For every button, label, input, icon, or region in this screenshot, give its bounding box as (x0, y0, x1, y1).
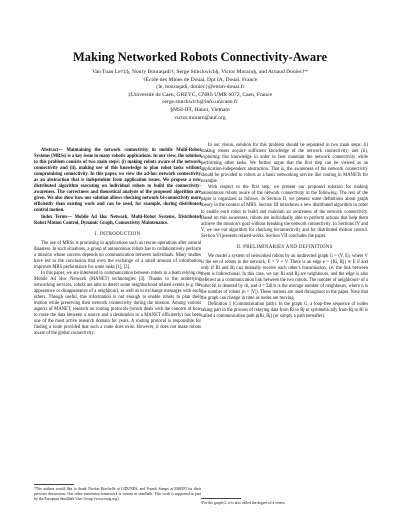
footnote-text: ¹For the graph G, it is also called the degree of a vertex. (201, 501, 286, 505)
right-column (201, 143, 368, 320)
affiliation-line: †École des Mines de Douai, Dpt IA, Douai, France (142, 76, 258, 83)
intro-paragraph: The use of MRSs is promising in applications such as rescue operations after natural disasters. In such situations, a group of autonomous robots has to collaboratively perform a mission whose success depends on communication between individuals. Many studies have led to the conclusion that even the exchange of a small amount of information improves MRS performance for some tasks [1], [2]. (34, 240, 201, 270)
definition-paragraph: Definition 1 (Communication path): In the graph G, a loop-free sequence of nodes taking part in the process of relaying data from Ri to Rj or symmetrically from Rj to Ri is called a communication path p(Ri, Rj) (or simply a path hereafter). (201, 302, 368, 320)
footnote-right (201, 498, 368, 506)
affiliation-line: §MSI-IFI, Hanoi, Vietnam (170, 106, 230, 113)
section-heading: II. PRELIMINARIES AND DEFINITIONS (236, 244, 333, 250)
affiliation-email: {le, bouraqadi, doniec}@ensm-douai.fr (155, 84, 245, 91)
footnote-text: *The authors would like to thank Nicolas Brechelle at LIDUNES, and Franck Somps at MSI/IFI for their precious discussions. Our robot simulation framework is written in smalltalk. This work is supported in part by the European Smalltalk User Group (www.esug.org). (34, 487, 201, 501)
affiliation-line: ‡Université de Caen, GREYC, CNRS UMR 6072, Caen, France (128, 91, 272, 98)
section-heading: I. INTRODUCTION (94, 231, 141, 237)
footnote-left (34, 484, 201, 501)
footnote-rule (34, 484, 74, 485)
left-column (34, 148, 201, 337)
body-paragraph: In our vision, solution for this problem should be separated in two main steps: (i) making robots acquire sufficient knowledge of the network connectivity; and (ii), exploiting this knowledge in order to best maintain the network connectivity while performing other tasks. We further argue that the first step can be viewed as an application-independent abstraction. That is, the awareness of the network connectivity should be provided to robots as a basic networking service like routing in MANETs for example. (201, 143, 368, 185)
author-names: Van Tuan Le†‡§, Noury Bouraqadi†, Serge Stinckwich§, Victor Moraru§, and Arnaud Doniec†* (92, 69, 308, 75)
paper-title: Making Networked Robots Connectivity-Aware (72, 50, 328, 64)
body-paragraph: With respect to the first step, we present our proposed solution for making autonomous robots aware of the network connectivity in the following. The rest of the paper is organized as follows. In Section II, we present some definitions about graph theory in the context of MRS. Section III introduces a new distributed algorithm in order to enable each robot to build and maintain an awareness of the network connectivity. Based on this awareness, robots are individually able to perform actions that help them achieve the mission's goal without breaking the network connectivity. In Sections IV and V, we use our algorithm for checking biconnectivity and for distributed motion control. Section VI presents related works. Section VII concludes the paper. (201, 185, 368, 239)
body-paragraph: We model a system of networked robots by an undirected graph G = (V, E), where V is the set of robots in the network, E = V × V. There is an edge e = {Ri, Rj} ∈ E if and only if Ri and Rj can mutually receive each other's transmission, i.e. the link between them is bidirectional. In this case, we say Ri and Rj are neighbours, and the edge is also referred as a communication link between the two robots. The number of neighbours¹ of a robot Ri is denoted by di, and d̄ = Σdi/n is the average number of neighbours, where n is the number of robots (n = |V|). These notions are used throughout in the paper. Note that the graph can change in time as nodes are moving. (201, 253, 368, 302)
affiliation-email: victor.moraru@auf.org (174, 114, 226, 121)
intro-paragraph: In this paper, we are interested in communication between robots in a team relying on Mobile Ad Hoc Network (MANET) technologies [3]. Thanks to the underlying networking services, robots are able to detect some neighborhood related events (e.g. the appearance or disappearance of a neighbour), as well as to exchange messages with each others. Though useful, this information is not enough to enable robots to plan their motion while preserving their network connectivity during the mission. Among various aspects of MANET, research on routing protocols (which deals with the concern of how to route the data between a source and a destination in a MANET efficiently) has been one of the most active research domain for years. A routing protocol is responsible for finding a route provided that such a route does exist. However, it does not make robots aware of the global connectivity. (34, 270, 201, 337)
abstract (34, 148, 201, 215)
abstract-text: Abstract— Maintaining the network connectivity in mobile Multi-Robot Systems (MRSs) is a key issue in many robotic applications. In our view, the solution to this problem consists of two main steps: (i) making robots aware of the network connectivity and (ii), making use of this knowledge to plan robot tasks without compromising connectivity. In this paper, we view the ad-hoc network connectivity as an abstraction that is independent from application issues. We propose a new distributed algorithm executing on individual robots to build the connectivity-awareness. The correctness and theoretical analysis of the proposed algorithm are given. We also show how our solution allows checking network bi-connectivity more efficiently than existing work and can be used, for example, during distributed control motion. (34, 148, 201, 214)
footnote-rule (201, 498, 241, 499)
author-block (0, 69, 400, 122)
affiliation-email: serge.stinckwich@info.unicaen.fr (162, 99, 238, 106)
index-terms-text: Index Terms— Mobile Ad Hoc Network, Multi-Robot Systems, Distributed Robot Motion Control, Dynamic Graph, Connectivity Maintenance. (34, 214, 201, 226)
index-terms (34, 215, 201, 227)
